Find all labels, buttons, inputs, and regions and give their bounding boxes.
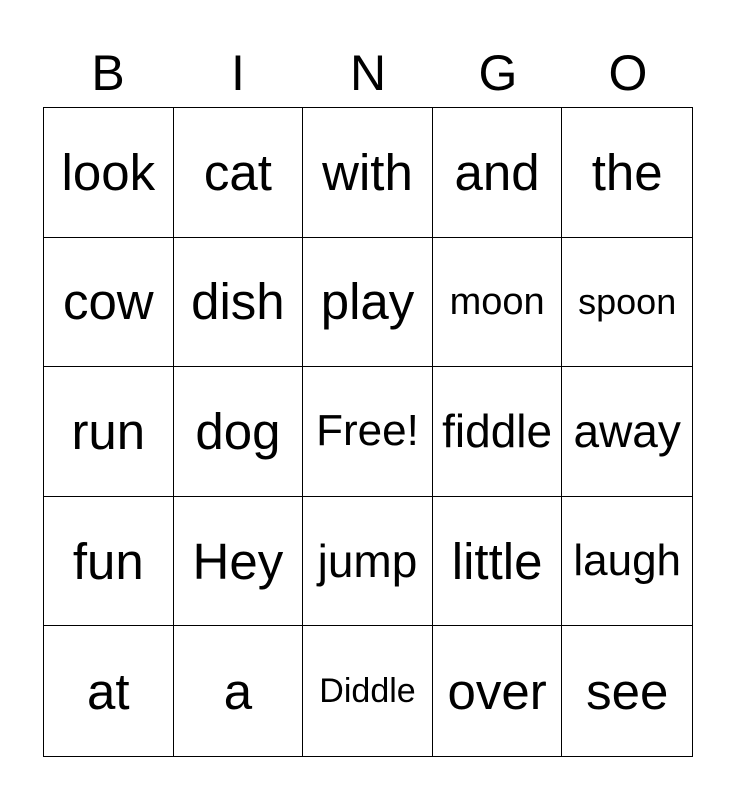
bingo-cell: little xyxy=(433,497,563,627)
free-space-cell: Free! xyxy=(303,367,433,497)
bingo-cell: look xyxy=(44,108,174,238)
bingo-cell: a xyxy=(174,626,304,756)
bingo-cell: at xyxy=(44,626,174,756)
bingo-cell: dish xyxy=(174,238,304,368)
bingo-cell: jump xyxy=(303,497,433,627)
bingo-cell: moon xyxy=(433,238,563,368)
bingo-cell: spoon xyxy=(562,238,692,368)
bingo-cell: and xyxy=(433,108,563,238)
bingo-cell: Hey xyxy=(174,497,304,627)
bingo-board xyxy=(43,107,693,757)
bingo-cell: the xyxy=(562,108,692,238)
header-letter-o: O xyxy=(608,45,648,101)
bingo-cell: dog xyxy=(174,367,304,497)
header-letter-g: G xyxy=(478,45,518,101)
header-letter-b: B xyxy=(91,45,125,101)
bingo-cell: fiddle xyxy=(433,367,563,497)
bingo-cell: run xyxy=(44,367,174,497)
bingo-cell: cat xyxy=(174,108,304,238)
bingo-cell: cow xyxy=(44,238,174,368)
header-letter-i: I xyxy=(231,45,245,101)
bingo-cell: laugh xyxy=(562,497,692,627)
bingo-cell: Diddle xyxy=(303,626,433,756)
header-letter-n: N xyxy=(349,45,387,101)
bingo-cell: fun xyxy=(44,497,174,627)
bingo-header xyxy=(43,40,693,106)
bingo-cell: play xyxy=(303,238,433,368)
bingo-cell: away xyxy=(562,367,692,497)
bingo-cell: see xyxy=(586,662,669,720)
bingo-cell: over xyxy=(433,626,563,756)
bingo-cell: with xyxy=(303,108,433,238)
